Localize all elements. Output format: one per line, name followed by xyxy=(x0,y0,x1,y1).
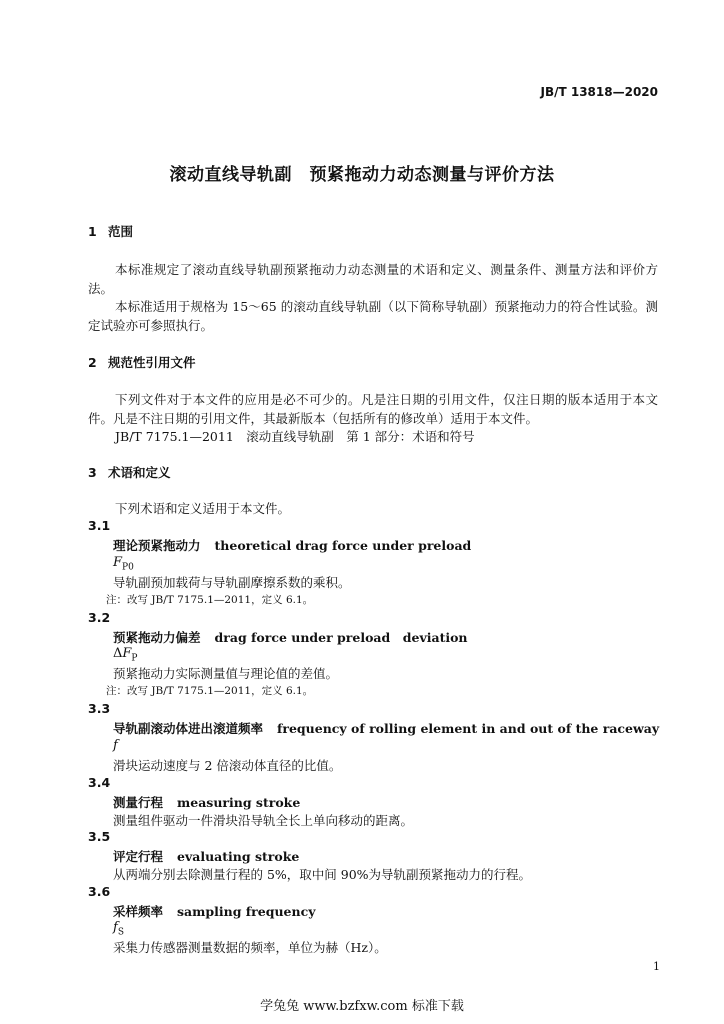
footer-watermark: 学兔兔 www.bzfxw.com 标准下载 xyxy=(260,999,464,1014)
page-title: 滚动直线导轨副 预紧拖动力动态测量与评价方法 xyxy=(169,165,555,185)
section-title: 范围 xyxy=(108,224,134,239)
section-2-paragraph-1: 下列文件对于本文件的应用是必不可少的。凡是注日期的引用文件，仅注日期的版本适用于本文件。凡是不注日期的引用文件，其最新版本（包括所有的修改单）适用于本文件。 xyxy=(88,392,658,426)
section-number: 1 xyxy=(88,224,97,239)
section-1-heading xyxy=(88,222,133,240)
term-zh: 采样频率 xyxy=(113,904,164,919)
section-title: 术语和定义 xyxy=(108,465,171,480)
term-number: 3.6 xyxy=(88,884,111,899)
term-heading xyxy=(113,628,468,646)
term-zh: 测量行程 xyxy=(113,795,164,810)
term-definition: 从两端分别去除测量行程的 5%，取中间 90%为导轨副预紧拖动力的行程。 xyxy=(113,867,532,882)
term-symbol: $F_{P0}$ xyxy=(113,555,134,573)
term-heading xyxy=(113,902,315,920)
term-definition: 预紧拖动力实际测量值与理论值的差值。 xyxy=(113,666,339,681)
term-en: drag force under preload deviation xyxy=(214,630,468,645)
section-number: 2 xyxy=(88,355,97,370)
normative-reference: JB/T 7175.1—2011 滚动直线导轨副 第 1 部分：术语和符号 xyxy=(115,429,475,444)
section-title: 规范性引用文件 xyxy=(108,355,196,370)
term-definition: 测量组件驱动一件滑块沿导轨全长上单向移动的距离。 xyxy=(113,813,414,828)
term-note: 注：改写 JB/T 7175.1—2011，定义 6.1。 xyxy=(106,685,314,697)
term-zh: 导轨副滚动体进出滚道频率 xyxy=(113,721,264,736)
term-number: 3.4 xyxy=(88,775,111,790)
section-number: 3 xyxy=(88,465,97,480)
term-en: sampling frequency xyxy=(177,904,316,919)
section-1-paragraph-1: 本标准规定了滚动直线导轨副预紧拖动力动态测量的术语和定义、测量条件、测量方法和评价方法。 xyxy=(88,262,658,296)
section-1-paragraph-2: 本标准适用于规格为 15～65 的滚动直线导轨副（以下简称导轨副）预紧拖动力的符合性试验。测定试验亦可参照执行。 xyxy=(88,299,658,333)
term-definition: 导轨副预加载荷与导轨副摩擦系数的乘积。 xyxy=(113,575,351,590)
term-en: measuring stroke xyxy=(177,795,301,810)
term-heading xyxy=(113,793,300,811)
term-number: 3.2 xyxy=(88,610,111,625)
term-heading xyxy=(113,847,299,865)
term-zh: 预紧拖动力偏差 xyxy=(113,630,201,645)
term-definition: 采集力传感器测量数据的频率，单位为赫（Hz）。 xyxy=(113,940,387,955)
term-zh: 评定行程 xyxy=(113,849,164,864)
term-number: 3.1 xyxy=(88,518,111,533)
section-3-intro: 下列术语和定义适用于本文件。 xyxy=(115,501,291,516)
term-symbol: $f_S$ xyxy=(113,920,124,938)
term-en: theoretical drag force under preload xyxy=(214,538,472,553)
section-3-heading xyxy=(88,463,171,481)
term-en: evaluating stroke xyxy=(177,849,300,864)
term-heading xyxy=(113,536,471,554)
page-number: 1 xyxy=(653,960,660,973)
term-symbol: $\Delta F_P$ xyxy=(113,646,138,664)
term-en: frequency of rolling element in and out of the raceway xyxy=(277,721,660,736)
term-number: 3.3 xyxy=(88,701,111,716)
term-definition: 滑块运动速度与 2 倍滚动体直径的比值。 xyxy=(113,758,342,773)
term-zh: 理论预紧拖动力 xyxy=(113,538,201,553)
section-2-heading xyxy=(88,353,196,371)
term-number: 3.5 xyxy=(88,829,111,844)
term-heading xyxy=(113,719,659,737)
standard-code: JB/T 13818—2020 xyxy=(540,85,658,99)
term-symbol: f xyxy=(113,738,118,753)
term-note: 注：改写 JB/T 7175.1—2011，定义 6.1。 xyxy=(106,594,314,606)
